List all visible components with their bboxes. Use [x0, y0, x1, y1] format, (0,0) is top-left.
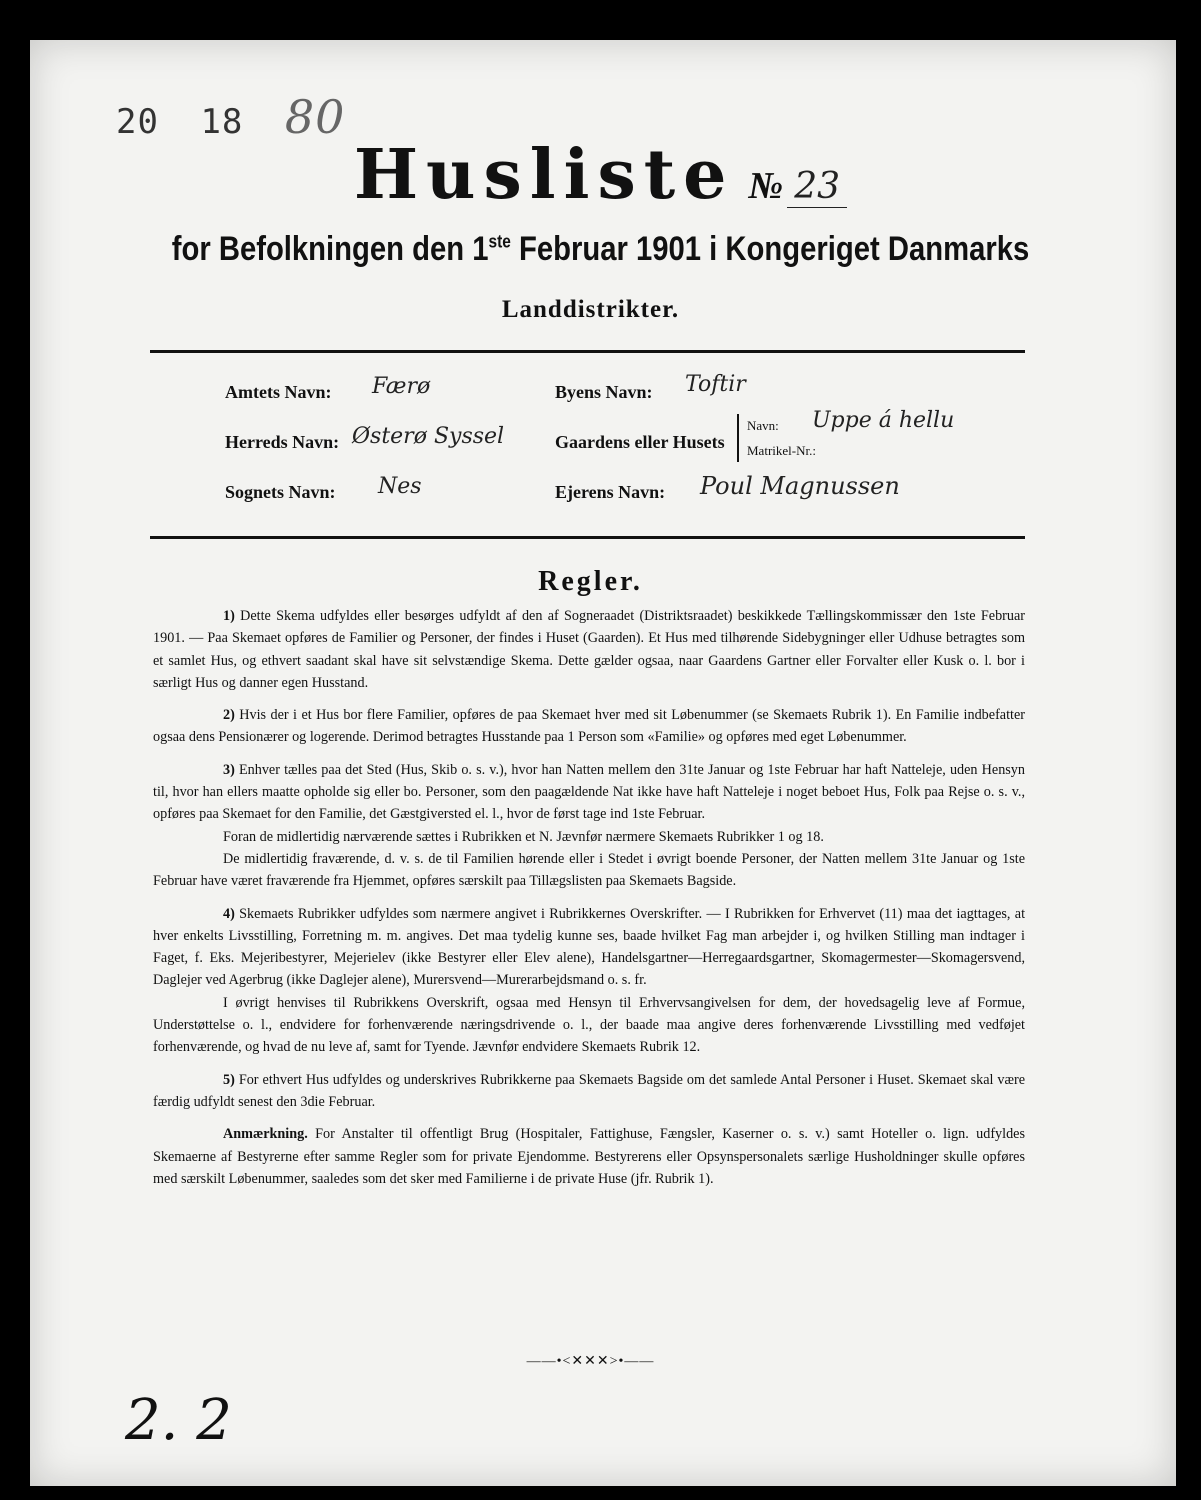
note — [153, 1123, 1025, 1190]
rule-3 — [153, 759, 1025, 826]
rules-text — [153, 605, 1025, 1200]
rule-1-text: Dette Skema udfyldes eller besørges udfyldt af den af Sogneraadet (Distriktsraadet) beskikkede Tællingskommissær den 1ste Februar 1901. — Paa Skemaet opføres de Familier og Personer, der findes i Huset (Gaarden). Et Hus med tilhørende Sidebygninger eller Udhuse betragtes som et samlet Hus, og ethvert saadant skal have sit selvstændige Skema. Dette gælder ogsaa, naar Gaardens Gartner eller Forvalter eller Kusk o. l. bor i særligt Hus og danner egen Husstand. — [153, 608, 1025, 691]
note-text: For Anstalter til offentligt Brug (Hospitaler, Fattighuse, Fængsler, Kaserner o. s. v.) samt Hoteller o. lign. udfyldes Skemaerne af Bestyrerne efter samme Regler som for private Ejendomme. Bestyrerens eller Opsynspersonalets særlige Husholdninger skulle opføres med særskilt Løbenummer, saaledes som det sker med Familierne i de private Huse (jfr. Rubrik 1). — [153, 1126, 1025, 1187]
rule-1-number: 1) — [223, 608, 235, 624]
navn-value: Uppe á hellu — [812, 408, 955, 433]
sogn-value: Nes — [378, 474, 422, 499]
rule-3-number: 3) — [223, 761, 235, 778]
amt-label: Amtets Navn: — [225, 382, 332, 402]
herred-label: Herreds Navn: — [225, 432, 340, 452]
rule-3c: De midlertidig fraværende, d. v. s. de til Familien hørende eller i Stedet i øvrigt boende Personer, der Natten mellem 31te Januar og 1ste Februar have været fraværende fra Hjemmet, opføres særskilt paa Tillægslisten paa Skemaets Bagside. — [153, 850, 1025, 890]
by-label: Byens Navn: — [555, 382, 653, 402]
rule-2 — [153, 704, 1025, 749]
ornament-divider: ——•<✕✕✕>•—— — [526, 1354, 655, 1369]
rule-5-text: For ethvert Hus udfyldes og underskrives Rubrikkerne paa Skemaets Bagside om det samlede Antal Personer i Huset. Skemaet skal være færdig udfyldt senest den 3die Februar. — [153, 1071, 1026, 1110]
archive-number-2: 18 — [200, 102, 244, 142]
ejer-value: Poul Magnussen — [700, 472, 900, 500]
title-number: 23 — [787, 166, 847, 208]
rule-5 — [153, 1069, 1025, 1114]
amt-value: Færø — [372, 374, 431, 399]
rules-heading: Regler. — [538, 566, 643, 597]
by-value: Toftir — [685, 372, 746, 397]
region-heading: Landdistrikter. — [501, 296, 680, 323]
rule-4-number: 4) — [223, 905, 235, 922]
note-label: Anmærkning. — [223, 1126, 308, 1143]
herred-value: Østerø Syssel — [352, 424, 505, 449]
subtitle-after: Februar 1901 i Kongeriget Danmarks — [510, 230, 1030, 268]
title-number-sign: № — [748, 165, 784, 207]
page-subtitle — [84, 230, 1117, 269]
rule-3b: Foran de midlertidig nærværende sættes i Rubrikken et N. Jævnfør nærmere Skemaets Rubrikker 1 og 18. — [223, 828, 824, 845]
navn-label: Navn: — [747, 418, 779, 433]
divider-bottom — [150, 536, 1025, 539]
rule-4b: I øvrigt henvises til Rubrikkens Overskrift, ogsaa med Hensyn til Erhvervsangivelsen for dem, der hovedsagelig leve af Formue, Understøttelse o. l., endvidere for forhenværende næringsdrivende o. l., der baade maa angive deres forhenværende Livsstilling med vedføjet forhenværende, og hvad de nu leve af, samt for Tyende. Jævnfør endvidere Skemaets Rubrik 12. — [153, 994, 1025, 1056]
gaard-label: Gaardens eller Husets — [555, 432, 725, 452]
subtitle-before: for Befolkningen den 1 — [171, 230, 489, 268]
archive-number-3: 80 — [284, 90, 346, 144]
archive-number-1: 20 — [116, 102, 159, 142]
sogn-label: Sognets Navn: — [225, 482, 336, 502]
divider-top — [150, 350, 1025, 353]
rule-2-number: 2) — [223, 707, 235, 724]
rule-4 — [153, 903, 1025, 992]
title-word: Husliste — [353, 135, 735, 215]
rule-1 — [153, 605, 1025, 694]
ejer-label: Ejerens Navn: — [555, 482, 666, 502]
rule-4-text: Skemaets Rubrikker udfyldes som nærmere angivet i Rubrikkernes Overskrifter. — I Rubrikken for Erhvervet (11) maa det iagttages, at hver enkelts Livsstilling, Forretning m. m. angives. Det maa tydelig kunne ses, baade hvilket Fag man arbejder i, og hvilken Stilling man indtager i Faget, f. Eks. Mejeribestyrer, Mejerielev (ikke Bestyrer eller Elev alene), Handelsgartner—Herregaardsgartner, Skomagermester—Skomagersvend, Daglejer ved Agerbrug (ikke Daglejer alene), Murersvend—Murerarbejdsmand o. s. fr. — [153, 905, 1026, 989]
gaard-brace — [737, 414, 739, 462]
rule-5-number: 5) — [223, 1071, 235, 1088]
rule-2-text: Hvis der i et Hus bor flere Familier, opføres de paa Skemaet hver med sit Løbenummer (se Skemaets Rubrik 1). En Familie indbefatter ogsaa dens Pensionærer og logerende. Derimod betragtes Husstande paa 1 Person som «Familie» og opføres med eget Løbenummer. — [153, 707, 1025, 746]
page-title — [0, 135, 1201, 215]
rule-3-text: Enhver tælles paa det Sted (Hus, Skib o. s. v.), hvor han Natten mellem den 31te Januar og 1ste Februar har haft Natteleje, uden Hensyn til, hvor han ellers maatte opholde sig eller bo. Personer, som den paagældende Nat ikke have haft Natteleje i noget beboet Hus, Folk paa Rejse o. s. v., opføres paa Skemaet for den Familie, det Gæstgiversted el. l., hvor de først tage ind 1ste Februar. — [153, 761, 1025, 823]
matrikel-label: Matrikel-Nr.: — [747, 443, 816, 458]
bottom-handwritten-number: 2. 2 — [125, 1388, 232, 1453]
subtitle-sup: ste — [488, 231, 511, 252]
